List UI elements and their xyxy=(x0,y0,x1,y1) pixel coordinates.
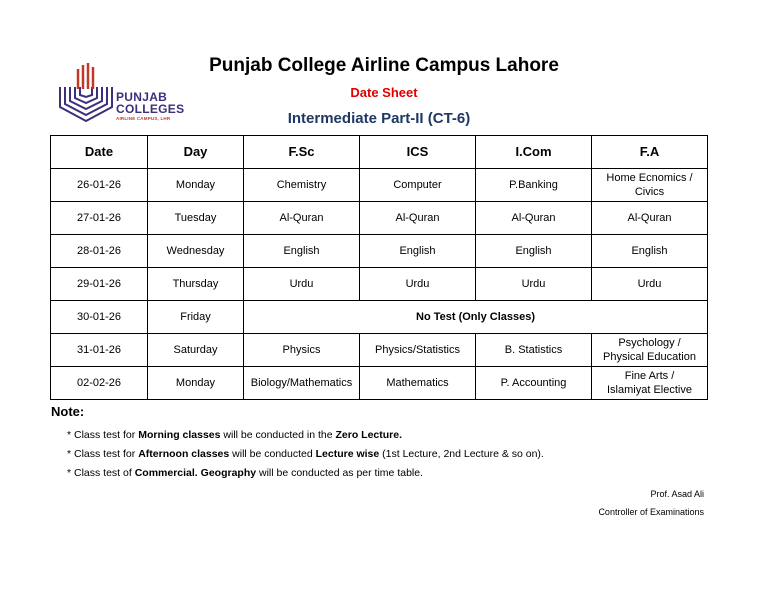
date-sheet-heading: Date Sheet xyxy=(350,85,418,100)
cell-day: Friday xyxy=(148,301,244,334)
column-header-icom: I.Com xyxy=(476,136,592,169)
table-row xyxy=(51,301,708,334)
note-text: * Class test for xyxy=(67,429,139,441)
column-header-ics: ICS xyxy=(360,136,476,169)
note-emphasis: Morning classes xyxy=(138,429,221,441)
cell-fa-line2: Civics xyxy=(634,186,665,198)
note-item xyxy=(67,466,544,485)
cell-ics: Mathematics xyxy=(360,367,476,400)
column-header-date: Date xyxy=(51,136,148,169)
cell-fa: Urdu xyxy=(592,268,708,301)
note-text: (1st Lecture, 2nd Lecture & so on). xyxy=(379,448,544,460)
column-header-day: Day xyxy=(148,136,244,169)
note-emphasis: Lecture wise xyxy=(315,448,380,460)
cell-day: Tuesday xyxy=(148,202,244,235)
date-sheet-table xyxy=(50,135,708,400)
signatory-designation: Controller of Examinations xyxy=(598,507,704,517)
cell-date: 30-01-26 xyxy=(51,301,148,334)
cell-ics: Computer xyxy=(360,169,476,202)
signatory-name: Prof. Asad Ali xyxy=(650,489,704,499)
cell-fa-line1: Fine Arts / xyxy=(624,370,675,382)
signature-block xyxy=(598,485,704,521)
note-text: will be conducted as per time table. xyxy=(256,467,424,479)
cell-date: 28-01-26 xyxy=(51,235,148,268)
cell-date: 31-01-26 xyxy=(51,334,148,367)
cell-icom: B. Statistics xyxy=(476,334,592,367)
cell-date: 29-01-26 xyxy=(51,268,148,301)
note-heading: Note: xyxy=(51,404,85,419)
cell-ics: Urdu xyxy=(360,268,476,301)
table-row xyxy=(51,235,708,268)
cell-no-test: No Test (Only Classes) xyxy=(244,301,708,334)
cell-day: Thursday xyxy=(148,268,244,301)
column-header-fa: F.A xyxy=(592,136,708,169)
note-emphasis: Afternoon classes xyxy=(138,448,230,460)
cell-fsc: Physics xyxy=(244,334,360,367)
note-item xyxy=(67,428,544,447)
cell-day: Wednesday xyxy=(148,235,244,268)
logo-line3: AIRLINE CAMPUS, LHR xyxy=(116,116,171,121)
note-text: * Class test for xyxy=(67,448,139,460)
column-header-fsc: F.Sc xyxy=(244,136,360,169)
cell-fsc: Chemistry xyxy=(244,169,360,202)
note-emphasis: Commercial. Geography xyxy=(134,467,257,479)
cell-fa-line2: Physical Education xyxy=(603,351,696,363)
cell-day: Monday xyxy=(148,367,244,400)
cell-fa-line1: Psychology / xyxy=(618,337,681,349)
cell-fa xyxy=(592,334,708,367)
cell-icom: English xyxy=(476,235,592,268)
page-title: Punjab College Airline Campus Lahore xyxy=(209,55,559,76)
cell-fa: Al-Quran xyxy=(592,202,708,235)
note-emphasis: Zero Lecture. xyxy=(335,429,403,441)
note-text: will be conducted in the xyxy=(220,429,336,441)
cell-icom: Urdu xyxy=(476,268,592,301)
cell-fa-line1: Home Ecnomics / xyxy=(606,172,693,184)
cell-fa xyxy=(592,367,708,400)
cell-ics: English xyxy=(360,235,476,268)
note-text: * Class test of xyxy=(67,467,135,479)
table-row xyxy=(51,334,708,367)
cell-fa-line2: Islamiyat Elective xyxy=(607,384,692,396)
cell-fsc: Al-Quran xyxy=(244,202,360,235)
table-row xyxy=(51,268,708,301)
table-row xyxy=(51,169,708,202)
table-row xyxy=(51,202,708,235)
table-header-row xyxy=(51,136,708,169)
notes-list xyxy=(67,428,544,485)
cell-fsc: Urdu xyxy=(244,268,360,301)
cell-date: 26-01-26 xyxy=(51,169,148,202)
cell-ics: Physics/Statistics xyxy=(360,334,476,367)
cell-icom: Al-Quran xyxy=(476,202,592,235)
cell-fsc: Biology/Mathematics xyxy=(244,367,360,400)
cell-fsc: English xyxy=(244,235,360,268)
table-row xyxy=(51,367,708,400)
note-item xyxy=(67,447,544,466)
cell-date: 27-01-26 xyxy=(51,202,148,235)
cell-fa xyxy=(592,169,708,202)
cell-icom: P.Banking xyxy=(476,169,592,202)
logo-line2: COLLEGES xyxy=(116,102,185,116)
cell-ics: Al-Quran xyxy=(360,202,476,235)
class-heading: Intermediate Part-II (CT-6) xyxy=(287,110,471,127)
note-text: will be conducted xyxy=(229,448,316,460)
cell-day: Monday xyxy=(148,169,244,202)
logo-line1: PUNJAB xyxy=(116,90,168,104)
cell-day: Saturday xyxy=(148,334,244,367)
cell-icom: P. Accounting xyxy=(476,367,592,400)
cell-date: 02-02-26 xyxy=(51,367,148,400)
cell-fa: English xyxy=(592,235,708,268)
